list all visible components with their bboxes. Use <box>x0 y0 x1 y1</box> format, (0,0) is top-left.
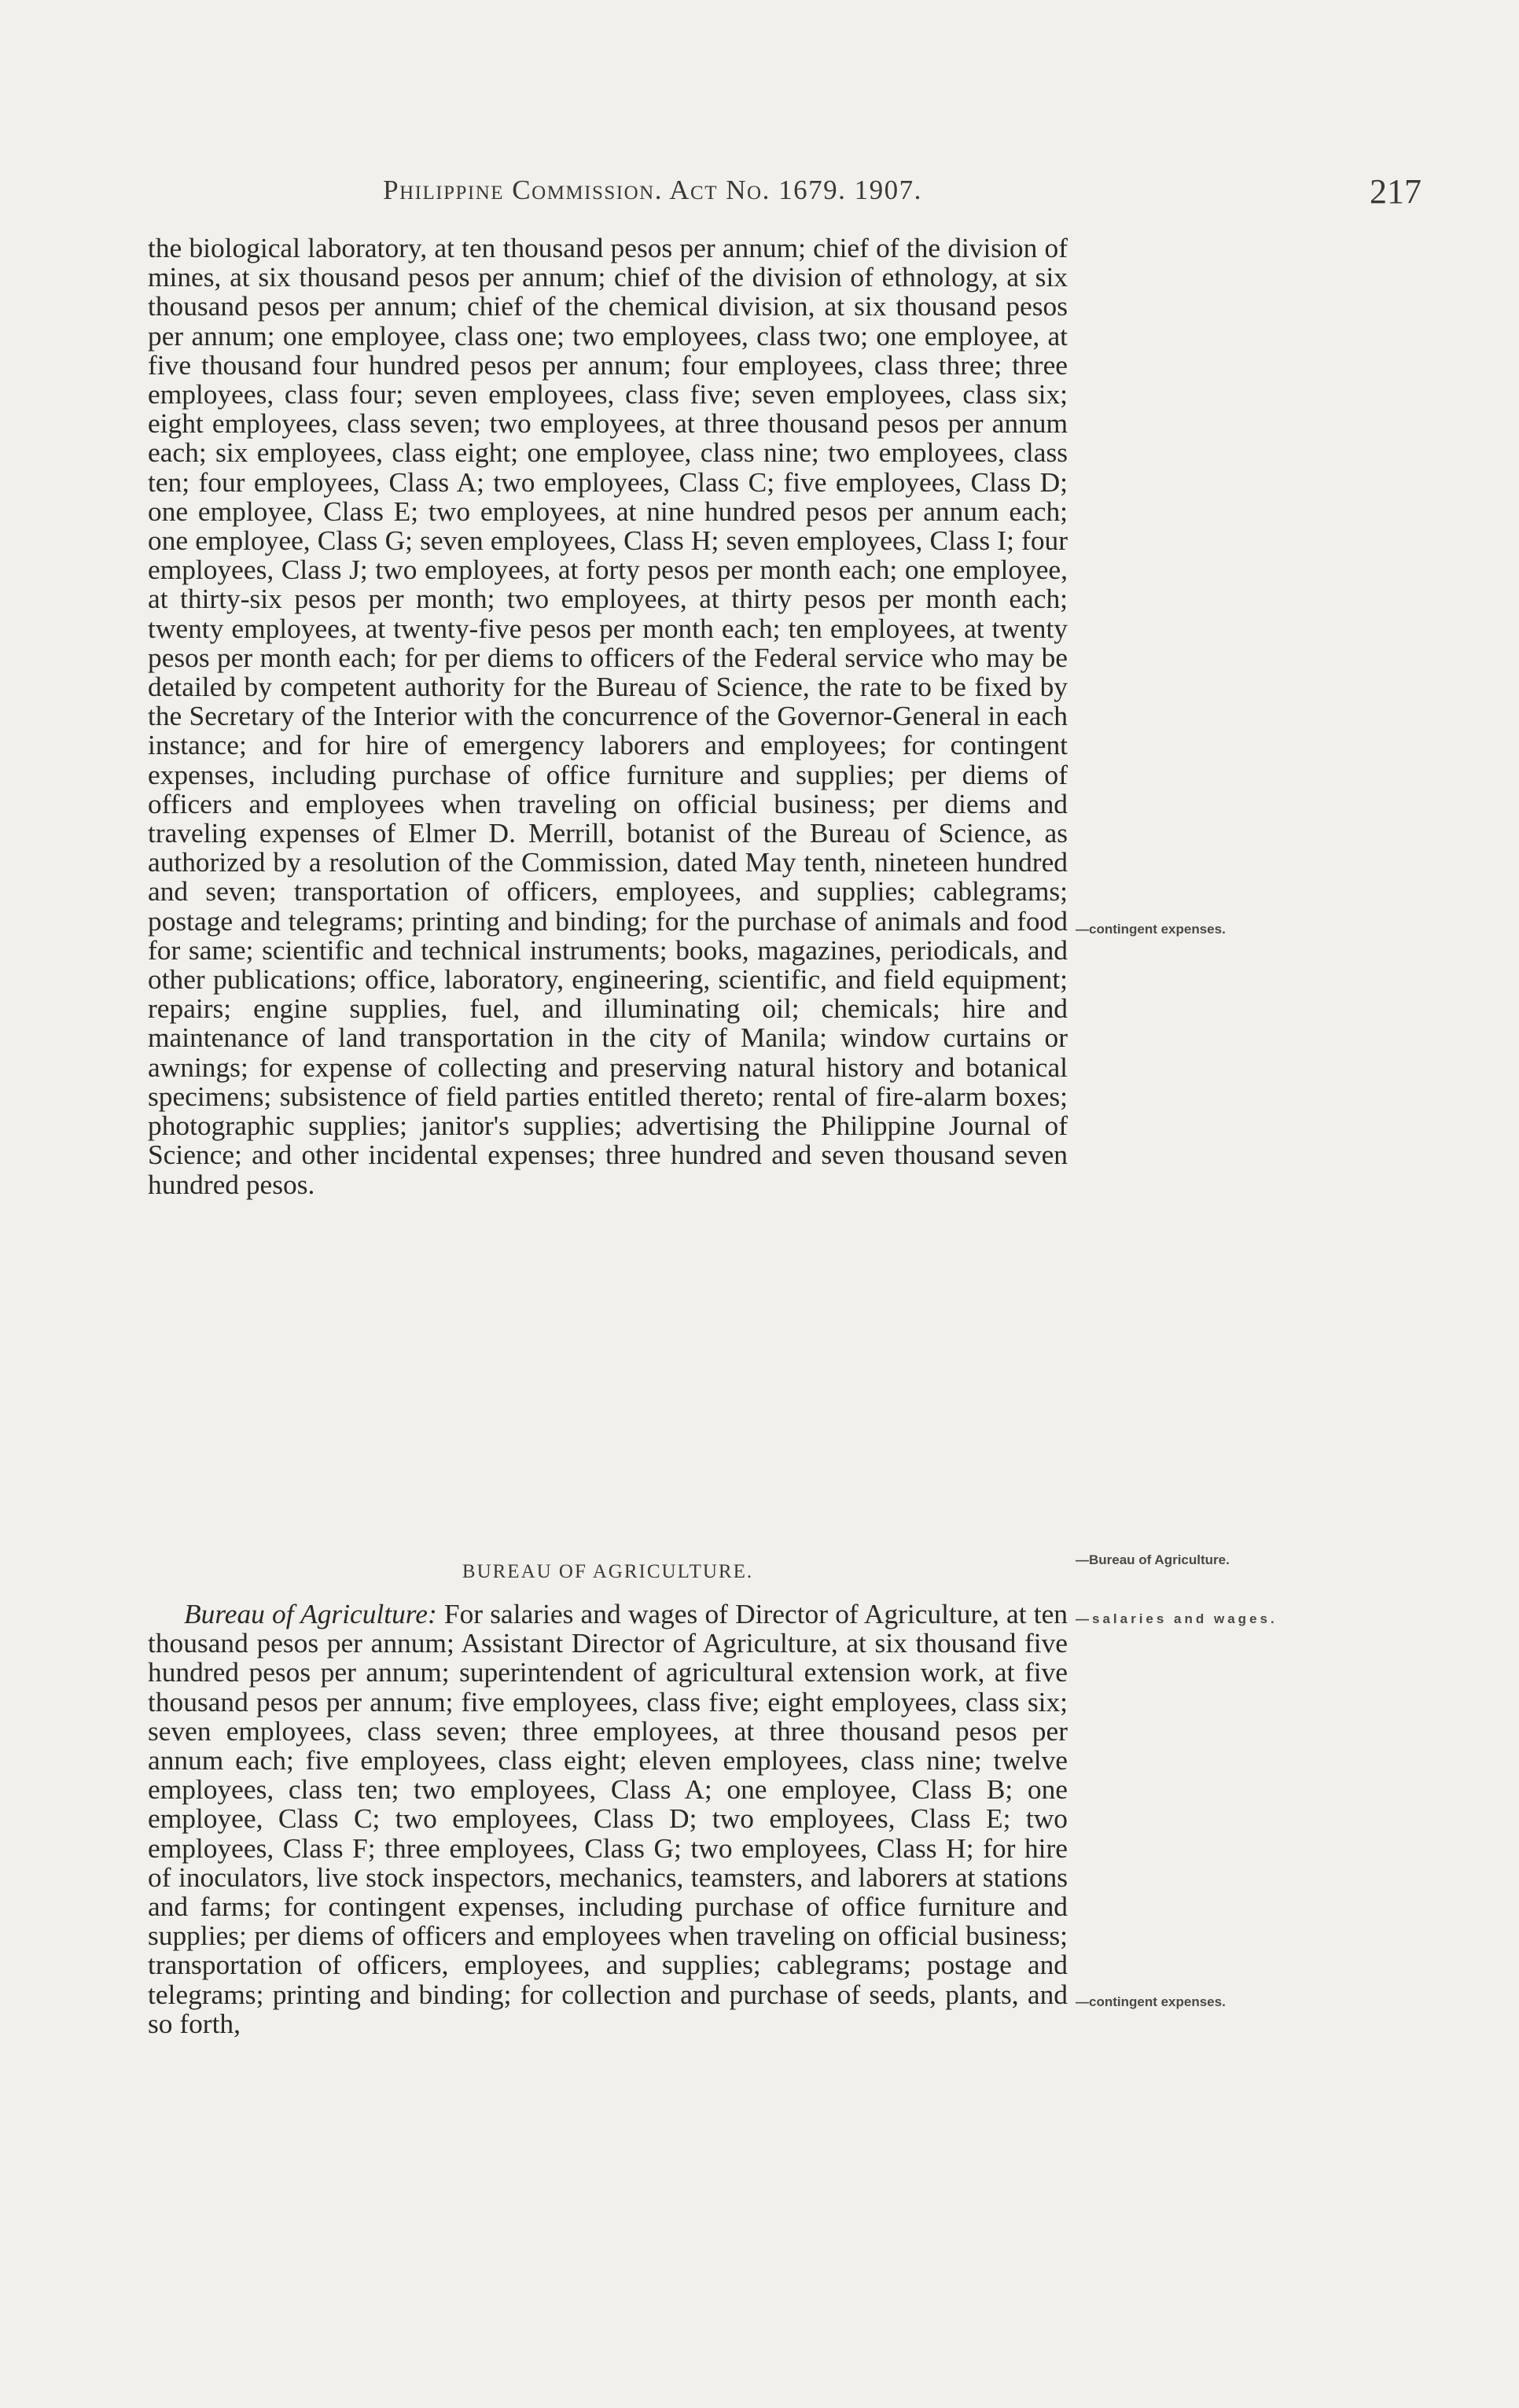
paragraph-text: the biological laboratory, at ten thousand pesos per annum; chief of the division of mines, at six thousand pesos per annum; chief of the division of ethnology, at six thousand pesos per annum; chief of the chemical division, at six thousand pesos per annum; one employee, class one; two employees, class two; one employee, at five thousand four hundred pesos per annum; four employees, class three; three employees, class four; seven employees, class five; seven employees, class six; eight employees, class seven; two employees, at three thousand pesos per annum each; six employees, class eight; one employee, class nine; two employees, class ten; four employees, Class A; two employees, Class C; five employees, Class D; one employee, Class E; two employees, at nine hundred pesos per annum each; one employee, Class G; seven employees, Class H; seven employees, Class I; four employees, Class J; two employees, at forty pesos per month each; one employee, at thirty-six pesos per month; two employees, at thirty pesos per month each; twenty employees, at twenty-five pesos per month each; ten employees, at twenty pesos per month each; for per diems to officers of the Federal service who may be detailed by competent authority for the Bureau of Science, the rate to be fixed by the Secretary of the Interior with the concurrence of the Governor-General in each instance; and for hire of emergency laborers and employees; for contingent expenses, including purchase of office furniture and supplies; per diems of officers and employees when traveling on official business; per diems and traveling expenses of Elmer D. Merrill, botanist of the Bureau of Science, as authorized by a resolution of the Commission, dated May tenth, nineteen hundred and seven; transportation of officers, employees, and supplies; cablegrams; postage and telegrams; printing and binding; for the purchase of animals and food for same; scientific and technical instruments; books, magazines, periodicals, and other publications; office, laboratory, engineering, scientific, and field equipment; repairs; engine supplies, fuel, and illuminating oil; chemicals; hire and maintenance of land transportation in the city of Manila; window curtains or awnings; for expense of collecting and preserving natural history and botanical specimens; subsistence of field parties entitled thereto; rental of fire-alarm boxes; photographic supplies; janitor's supplies; advertising the Philippine Journal of Science; and other incidental expenses; three hundred and seven thousand seven hundred pesos. <box>148 232 1068 1200</box>
body-paragraph-bureau-of-agriculture <box>148 1600 1068 2038</box>
body-paragraph-bureau-of-science <box>148 234 1068 1199</box>
margin-note-contingent-expenses-2: —contingent expenses. <box>1076 1994 1226 2009</box>
paragraph-body: For salaries and wages of Director of Agriculture, at ten thousand pesos per annum; Assistant Director of Agriculture, at six thousand five hundred pesos per annum; superintendent of agricultural extension work, at five thousand pesos per annum; five employees, class five; eight employees, class six; seven employees, class seven; three employees, at three thousand pesos per annum each; five employees, class eight; eleven employees, class nine; twelve employees, class ten; two employees, Class A; one employee, Class B; one employee, Class C; two employees, Class D; two employees, Class E; two employees, Class F; three employees, Class G; two employees, Class H; for hire of inoculators, live stock inspectors, mechanics, teamsters, and laborers at stations and farms; for contingent expenses, including purchase of office furniture and supplies; per diems of officers and employees when traveling on official business; transportation of officers, employees, and supplies; cablegrams; postage and telegrams; printing and binding; for collection and purchase of seeds, plants, and so forth, <box>148 1598 1068 2039</box>
margin-note-salaries-and-wages: —salaries and wages. <box>1076 1611 1278 1626</box>
section-heading: BUREAU OF AGRICULTURE. <box>462 1561 754 1582</box>
margin-note-bureau-of-agriculture: —Bureau of Agriculture. <box>1076 1552 1230 1567</box>
paragraph-text <box>148 1600 1068 2038</box>
running-header: Philippine Commission. Act No. 1679. 1907. <box>383 175 922 205</box>
page-number: 217 <box>1370 172 1422 211</box>
margin-note-contingent-expenses: —contingent expenses. <box>1076 922 1226 937</box>
paragraph-lead: Bureau of Agriculture: <box>184 1598 437 1629</box>
